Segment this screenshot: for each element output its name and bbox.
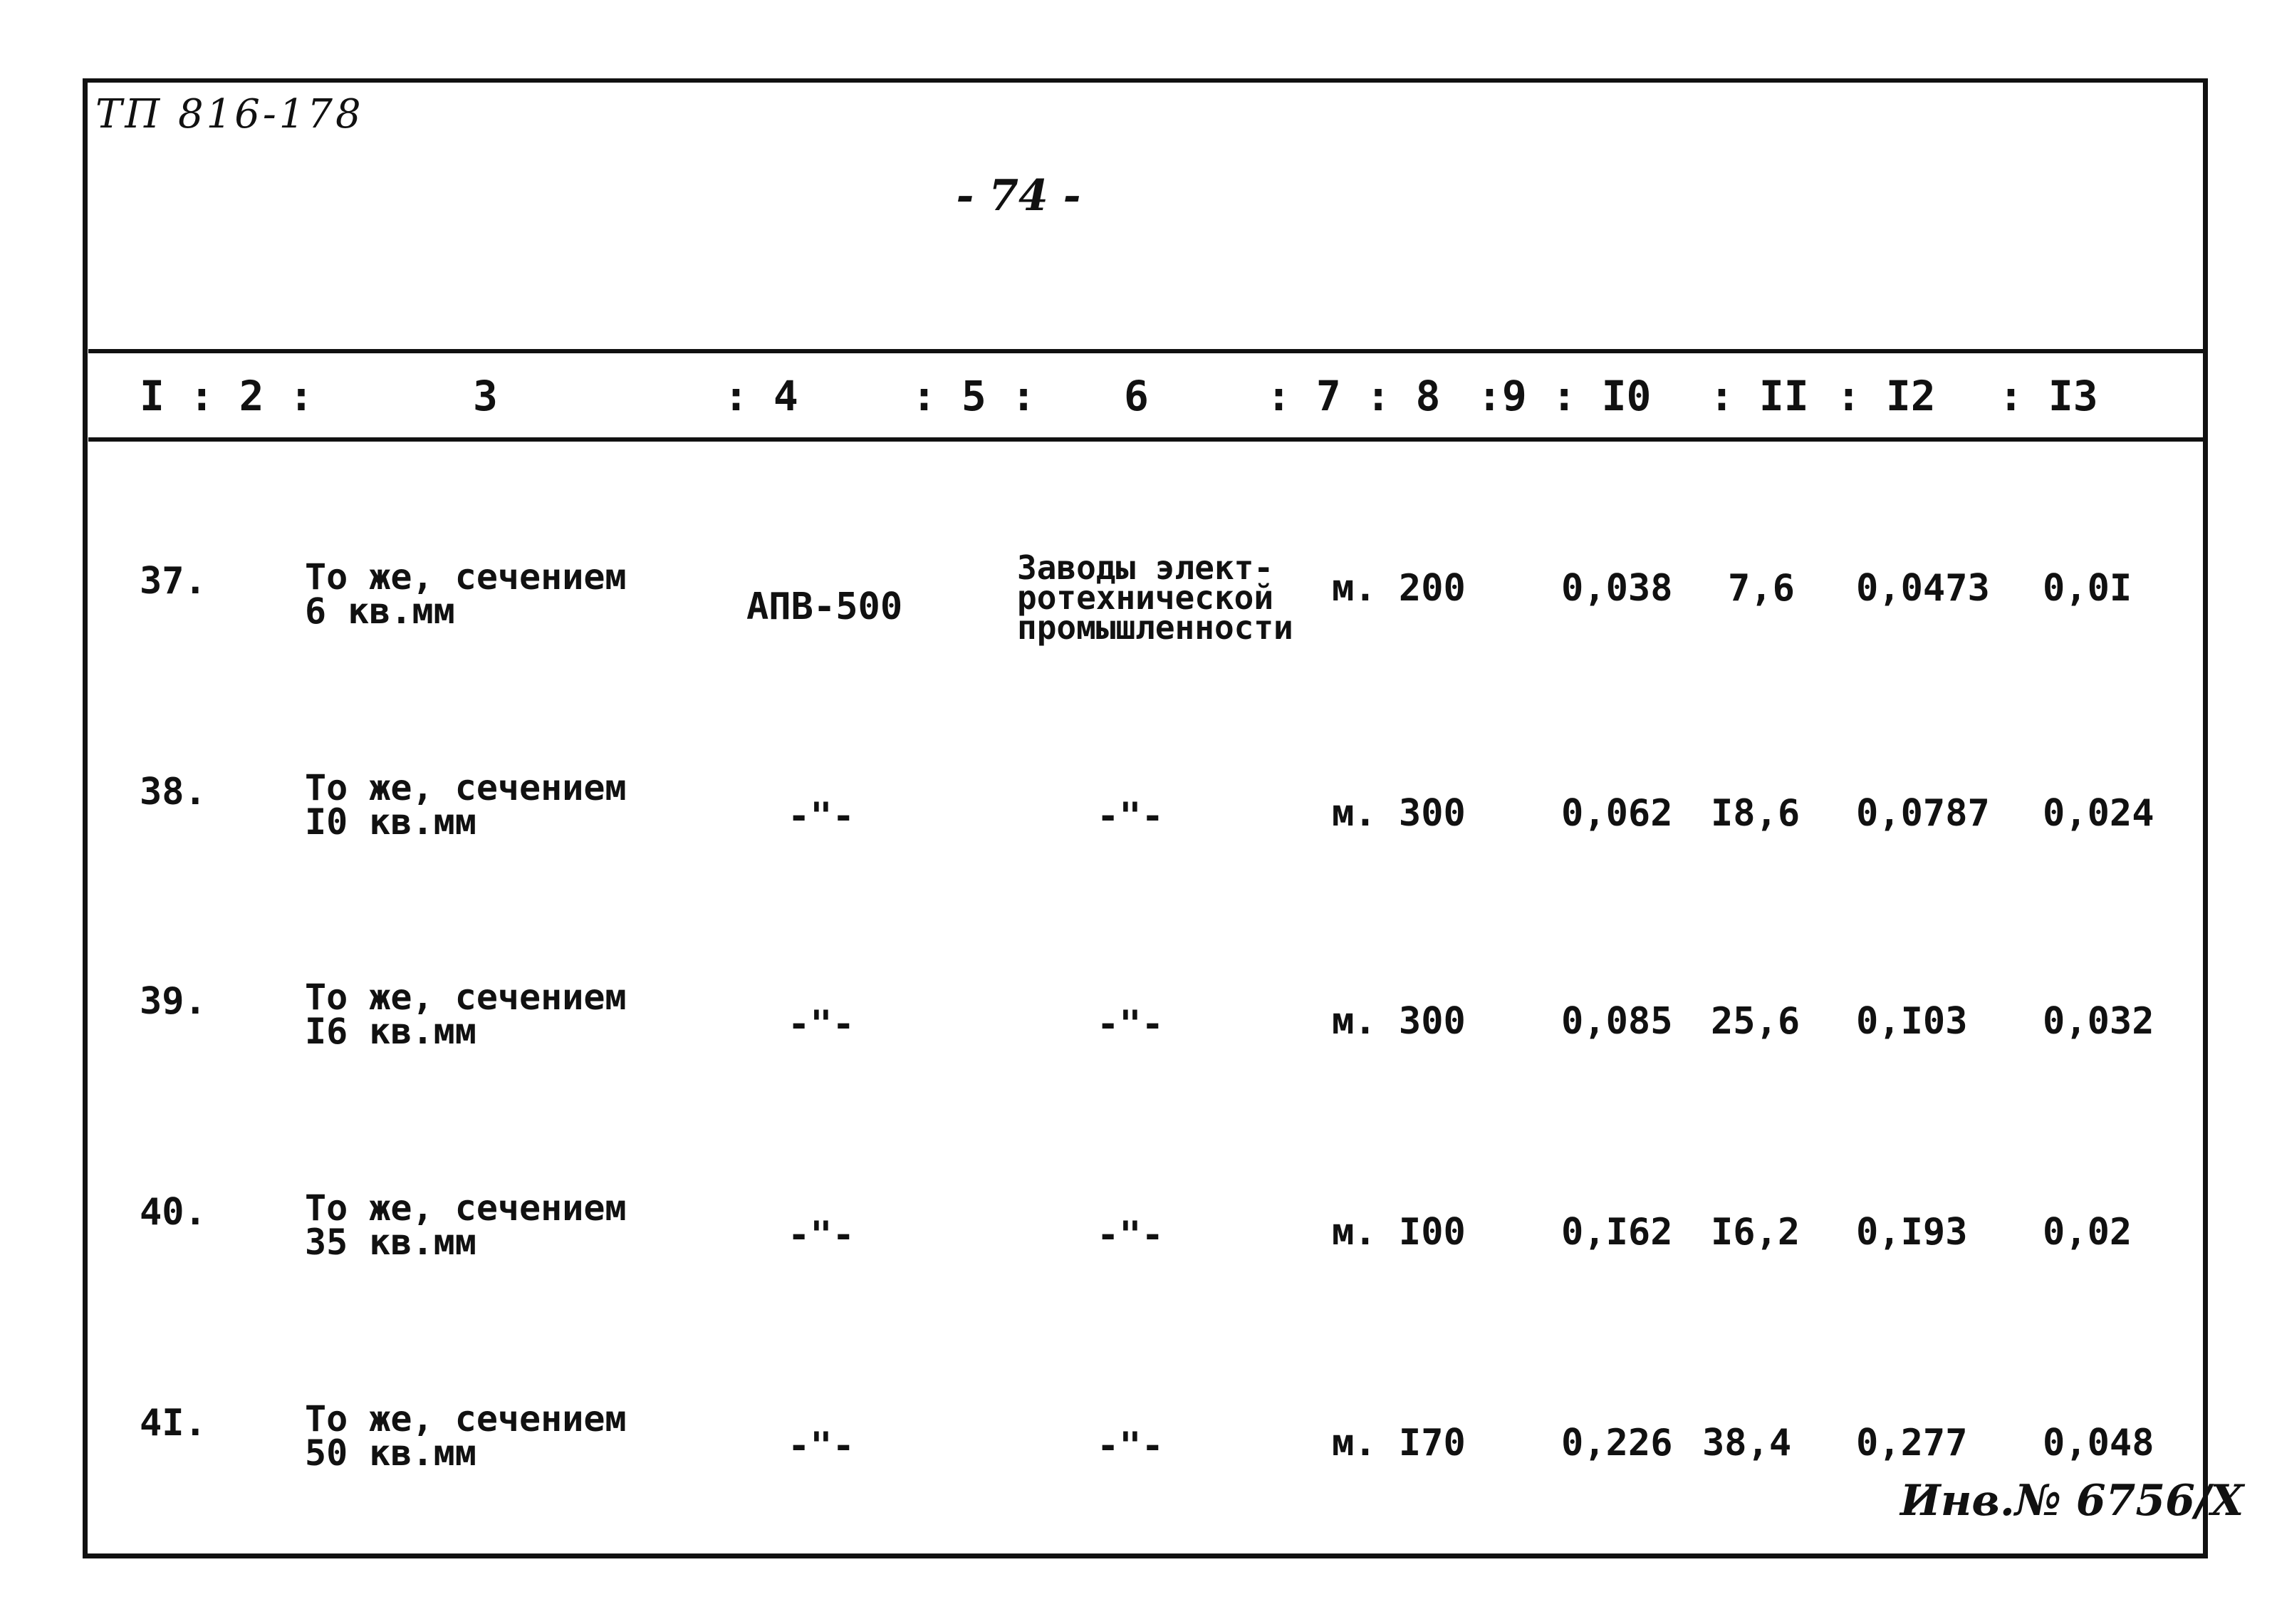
- row-number: 4I.: [140, 1402, 207, 1445]
- row-col-13: 0,02: [2043, 1211, 2132, 1254]
- row-brand: -"-: [788, 1003, 855, 1046]
- row-col-10: 0,226: [1561, 1422, 1673, 1464]
- column-header-4: : 4: [724, 372, 798, 420]
- row-unit-quantity: м. 200: [1332, 567, 1466, 610]
- row-number: 40.: [140, 1191, 207, 1234]
- row-unit-quantity: м. 300: [1332, 1000, 1466, 1043]
- row-col-11: 25,6: [1711, 1000, 1801, 1043]
- row-col-11: I6,2: [1711, 1211, 1801, 1254]
- row-col-11: I8,6: [1711, 792, 1801, 835]
- row-brand: АПВ-500: [746, 585, 903, 628]
- row-description: То же, сечением I6 кв.мм: [305, 977, 627, 1052]
- row-col-13: 0,0I: [2043, 567, 2132, 610]
- inventory-number: Инв.№ 6756/X: [1900, 1476, 2244, 1526]
- row-col-13: 0,032: [2043, 1000, 2154, 1043]
- row-description: То же, сечением I0 кв.мм: [305, 767, 627, 843]
- header-divider-top: [88, 349, 2204, 353]
- row-number: 37.: [140, 560, 207, 603]
- row-unit-quantity: м. 300: [1332, 792, 1466, 835]
- row-description: То же, сечением 35 кв.мм: [305, 1187, 627, 1263]
- document-code: ТП 816-178: [95, 91, 364, 137]
- row-unit-quantity: м. I70: [1332, 1422, 1466, 1464]
- row-col-12: 0,I03: [1856, 1000, 1968, 1043]
- row-manufacturer: -"-: [1097, 1425, 1164, 1467]
- header-divider-bottom: [88, 437, 2204, 442]
- row-col-12: 0,0473: [1856, 567, 1990, 610]
- column-header-7-8: : 7 : 8: [1266, 372, 1441, 420]
- row-description: То же, сечением 6 кв.мм: [305, 556, 627, 632]
- column-header-6: 6: [1124, 372, 1149, 420]
- row-col-11: 7,6: [1728, 567, 1795, 610]
- row-col-11: 38,4: [1702, 1422, 1792, 1464]
- row-manufacturer: -"-: [1097, 795, 1164, 838]
- column-header-3: 3: [473, 372, 498, 420]
- row-col-10: 0,038: [1561, 567, 1673, 610]
- row-brand: -"-: [788, 1425, 855, 1467]
- row-col-12: 0,I93: [1856, 1211, 1968, 1254]
- row-col-12: 0,0787: [1856, 792, 1990, 835]
- row-number: 39.: [140, 980, 207, 1023]
- page-number: - 74 -: [956, 171, 1081, 221]
- row-manufacturer: -"-: [1097, 1003, 1164, 1046]
- row-col-12: 0,277: [1856, 1422, 1968, 1464]
- row-unit-quantity: м. I00: [1332, 1211, 1466, 1254]
- row-manufacturer: Заводы элект- ротехнической промышленности: [1017, 548, 1293, 647]
- row-number: 38.: [140, 771, 207, 813]
- column-header-1-2: I : 2 :: [140, 372, 314, 420]
- row-col-10: 0,I62: [1561, 1211, 1673, 1254]
- row-description: То же, сечением 50 кв.мм: [305, 1398, 627, 1474]
- row-col-13: 0,024: [2043, 792, 2154, 835]
- row-brand: -"-: [788, 1214, 855, 1256]
- row-manufacturer: -"-: [1097, 1214, 1164, 1256]
- row-col-13: 0,048: [2043, 1422, 2154, 1464]
- column-header-5: : 5 :: [912, 372, 1036, 420]
- row-brand: -"-: [788, 795, 855, 838]
- column-header-13: : I3: [1999, 372, 2098, 420]
- column-header-12: : I2: [1836, 372, 1936, 420]
- row-col-10: 0,062: [1561, 792, 1673, 835]
- row-col-10: 0,085: [1561, 1000, 1673, 1043]
- column-header-11: : II: [1709, 372, 1809, 420]
- column-header-9-10: :9 : I0: [1477, 372, 1652, 420]
